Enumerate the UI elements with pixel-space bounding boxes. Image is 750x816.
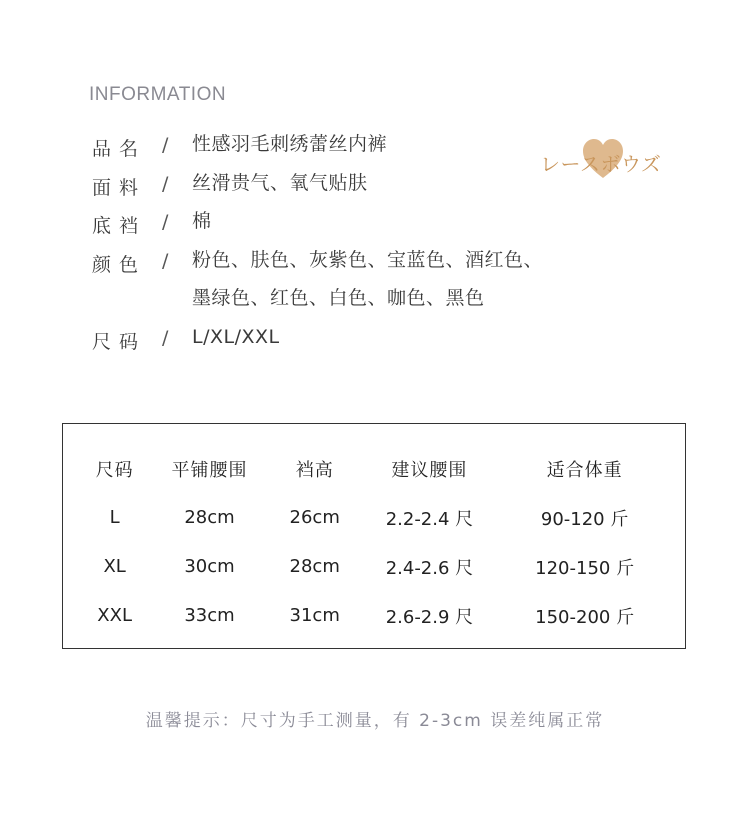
info-value: 棉 — [192, 210, 212, 232]
color-list-line-2: 墨绿色、红色、白色、咖色、黑色 — [192, 287, 485, 309]
info-value: 性感羽毛刺绣蕾丝内裤 — [192, 133, 388, 155]
separator: / — [162, 249, 169, 272]
table-cell: XL — [103, 556, 126, 577]
table-cell: 33cm — [184, 605, 235, 626]
measurement-tip: 温馨提示：尺寸为手工测量，有 2-3cm 误差纯属正常 — [145, 711, 605, 731]
info-label: 颜色 — [92, 253, 147, 276]
info-value: L/XL/XXL — [192, 325, 280, 348]
brand-logo — [536, 136, 661, 186]
column-header: 建议腰围 — [391, 459, 468, 481]
separator: / — [162, 172, 169, 195]
section-heading: INFORMATION — [89, 84, 227, 105]
separator: / — [162, 134, 169, 156]
table-row — [83, 591, 667, 640]
column-header: 适合体重 — [546, 459, 623, 481]
info-value — [192, 241, 652, 318]
table-cell: 26cm — [289, 507, 340, 528]
table-cell: 150-200 斤 — [535, 606, 635, 628]
info-label: 尺码 — [92, 330, 147, 353]
table-row — [83, 493, 667, 542]
brand-text: レースボウズ — [540, 152, 662, 176]
size-table — [83, 444, 667, 640]
info-value: 丝滑贵气、氧气贴肤 — [192, 171, 368, 194]
table-cell: 2.6-2.9 尺 — [385, 606, 474, 628]
table-row — [83, 542, 667, 591]
table-cell: 2.2-2.4 尺 — [385, 508, 474, 530]
table-cell: 28cm — [289, 556, 340, 577]
table-cell: 2.4-2.6 尺 — [385, 557, 474, 579]
column-header: 平铺腰围 — [171, 459, 248, 481]
column-header: 裆高 — [295, 459, 334, 481]
table-cell: L — [109, 507, 120, 528]
table-cell: 120-150 斤 — [535, 557, 635, 579]
table-cell: 90-120 斤 — [540, 508, 629, 530]
info-row-size — [92, 327, 652, 366]
info-label: 底裆 — [92, 215, 147, 237]
table-cell: 30cm — [184, 556, 235, 577]
separator: / — [162, 211, 169, 233]
size-chart — [62, 423, 686, 649]
info-label: 面料 — [92, 176, 147, 199]
table-cell: 31cm — [289, 605, 340, 626]
color-list-line-1: 粉色、肤色、灰紫色、宝蓝色、酒红色、 — [192, 248, 544, 271]
table-cell: XXL — [97, 605, 132, 626]
table-header-row — [83, 444, 667, 493]
table-cell: 28cm — [184, 507, 235, 528]
info-label: 品名 — [92, 138, 147, 160]
column-header: 尺码 — [95, 459, 134, 481]
info-row-color — [92, 250, 652, 327]
separator: / — [162, 326, 169, 349]
